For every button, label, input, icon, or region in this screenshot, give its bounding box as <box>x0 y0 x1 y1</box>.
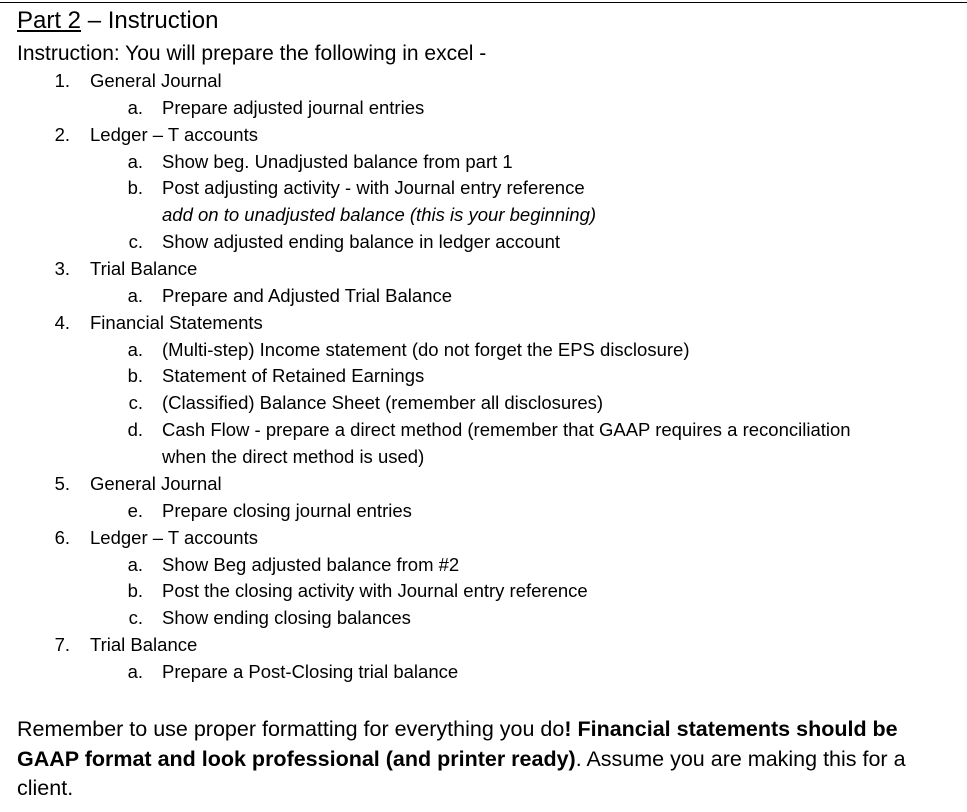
item-text: Prepare adjusted journal entries <box>162 97 425 118</box>
item-letter: a. <box>127 339 143 360</box>
item-text: (Multi-step) Income statement (do not forget the EPS disclosure) <box>162 339 690 360</box>
item-letter: b. <box>127 365 143 386</box>
item-text: Prepare closing journal entries <box>162 500 412 521</box>
item-letter: c. <box>128 392 143 413</box>
top-rule <box>0 2 967 3</box>
item-letter: a. <box>127 661 143 682</box>
section-number: 7. <box>54 634 70 655</box>
item-letter: c. <box>128 607 143 628</box>
item-text: Prepare and Adjusted Trial Balance <box>162 285 453 306</box>
item-letter: d. <box>127 419 143 440</box>
page-title <box>17 6 218 36</box>
closing-bold-text: ! Financial statements should be GAAP format and look professional (and printer ready) <box>17 717 898 771</box>
item-text: Prepare a Post-Closing trial balance <box>162 661 459 682</box>
closing-note <box>17 715 952 804</box>
item-letter: c. <box>128 231 143 252</box>
item-text: Show ending closing balances <box>162 607 411 628</box>
closing-text-2: . Assume you are making this for a client. <box>17 746 906 800</box>
section-number: 1. <box>54 70 70 91</box>
section-title: General Journal <box>90 70 222 91</box>
section-title: Ledger – T accounts <box>90 124 258 145</box>
item-letter: e. <box>127 500 143 521</box>
section-title: Trial Balance <box>90 258 198 279</box>
closing-text-1: Remember to use proper formatting for everything you do <box>17 717 565 741</box>
item-text: Post the closing activity with Journal entry reference <box>162 580 588 601</box>
section-number: 3. <box>54 258 70 279</box>
item-letter: a. <box>127 285 143 306</box>
item-text: Show beg. Unadjusted balance from part 1 <box>162 151 513 172</box>
item-text: Show adjusted ending balance in ledger account <box>162 231 561 252</box>
item-letter: a. <box>127 151 143 172</box>
item-text: Cash Flow - prepare a direct method (remember that GAAP requires a reconciliation <box>162 419 851 440</box>
item-note-text: add on to unadjusted balance (this is your beginning) <box>162 204 597 225</box>
section-number: 6. <box>54 527 70 548</box>
item-letter: a. <box>127 554 143 575</box>
item-text: Show Beg adjusted balance from #2 <box>162 554 460 575</box>
section-number: 2. <box>54 124 70 145</box>
item-text: Statement of Retained Earnings <box>162 365 425 386</box>
section-title: Financial Statements <box>90 312 263 333</box>
instruction-intro: Instruction: You will prepare the following in excel - <box>17 42 487 65</box>
item-text: (Classified) Balance Sheet (remember all disclosures) <box>162 392 604 413</box>
item-letter: b. <box>127 177 143 198</box>
section-title: General Journal <box>90 473 222 494</box>
section-title: Trial Balance <box>90 634 198 655</box>
title-part: Part 2 <box>17 7 82 34</box>
item-letter: a. <box>127 97 143 118</box>
item-text: Post adjusting activity - with Journal entry reference <box>162 177 585 198</box>
item-continuation-text: when the direct method is used) <box>162 446 425 467</box>
title-rest: – Instruction <box>81 7 219 34</box>
item-letter: b. <box>127 580 143 601</box>
section-number: 5. <box>54 473 70 494</box>
section-number: 4. <box>54 312 70 333</box>
section-title: Ledger – T accounts <box>90 527 258 548</box>
